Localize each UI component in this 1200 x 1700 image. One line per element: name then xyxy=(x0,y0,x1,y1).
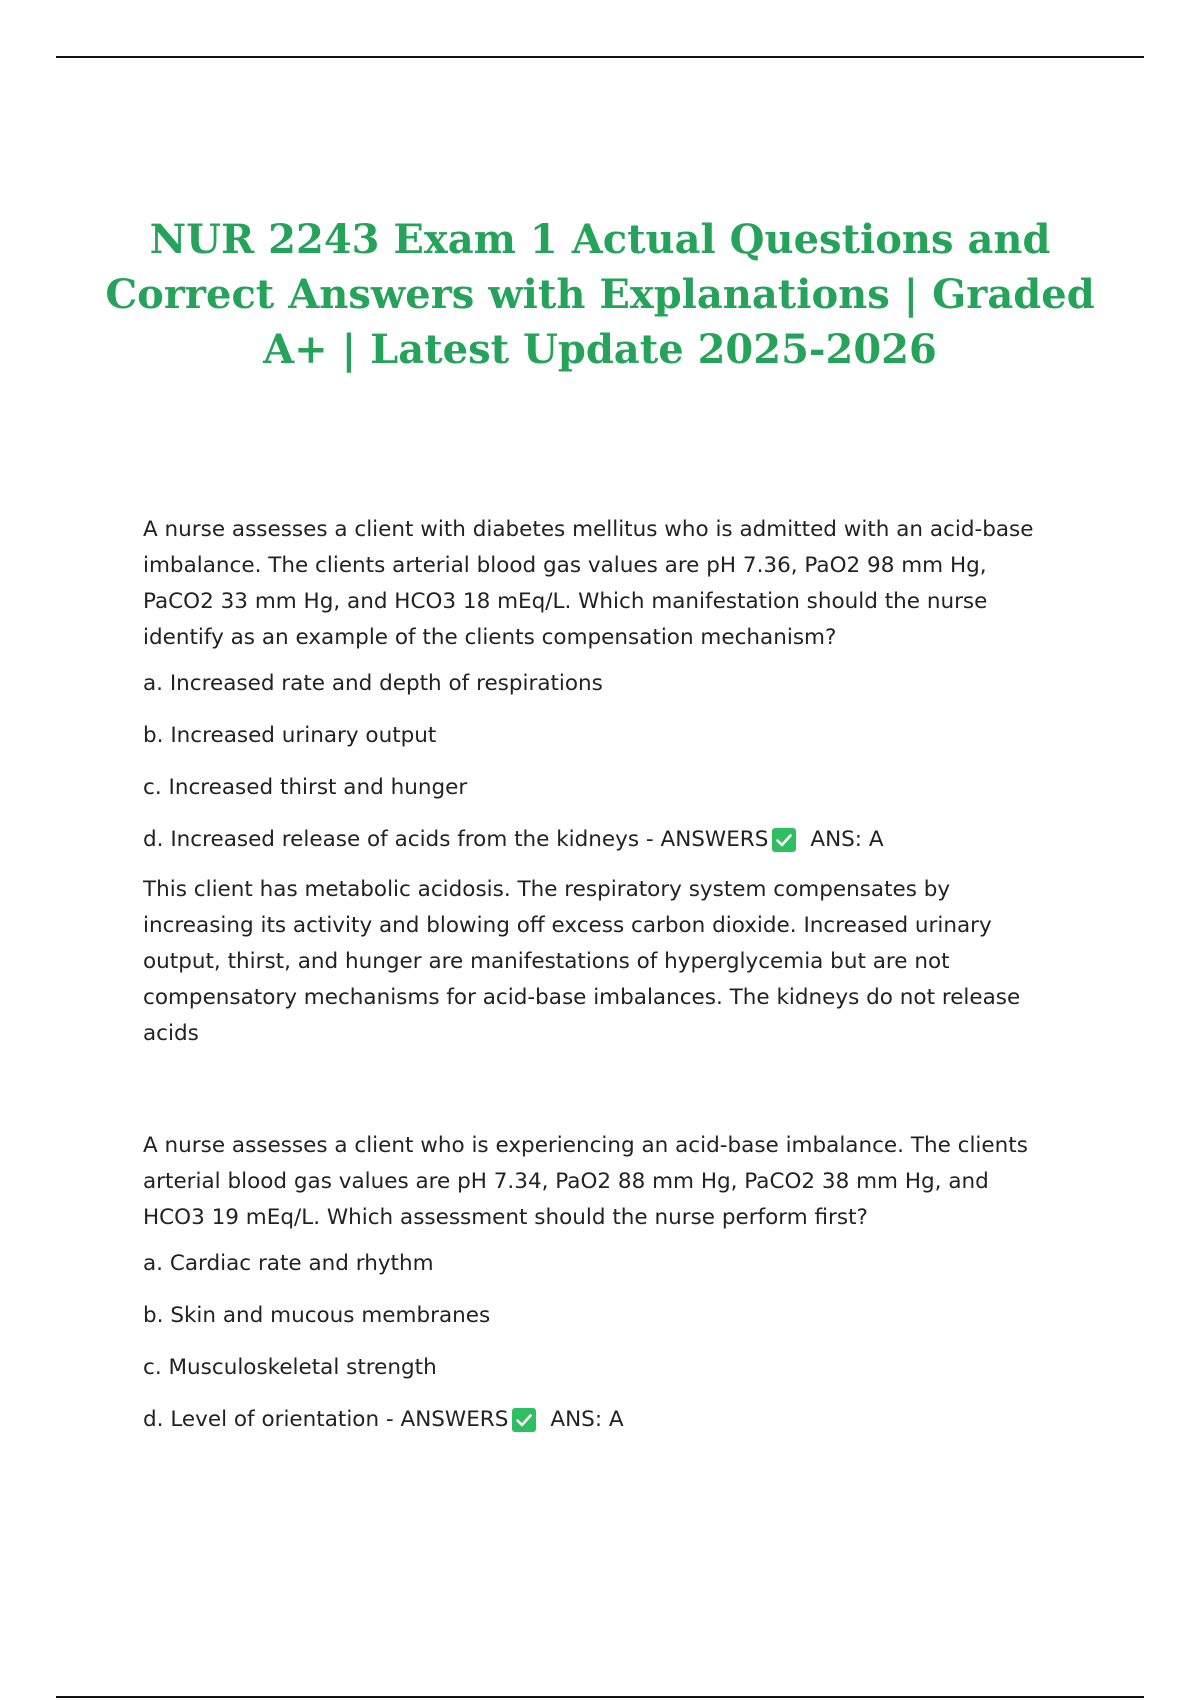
question-line: arterial blood gas values are pH 7.34, PaO2 88 mm Hg, PaCO2 38 mm Hg, and xyxy=(143,1169,989,1194)
title-line: A+ | Latest Update 2025-2026 xyxy=(263,326,937,373)
question-line: A nurse assesses a client who is experiencing an acid-base imbalance. The clients xyxy=(143,1133,1028,1158)
answer-label: ANS: A xyxy=(550,1407,624,1432)
document-title xyxy=(100,212,1100,377)
option-a: a. Increased rate and depth of respirations xyxy=(143,671,603,696)
question-line: identify as an example of the clients compensation mechanism? xyxy=(143,625,837,650)
answer-explanation xyxy=(143,872,1073,1052)
option-d-with-answer xyxy=(143,822,1073,858)
bottom-rule xyxy=(56,1696,1144,1698)
option-d: d. Level of orientation - ANSWERS xyxy=(143,1407,509,1432)
document-body xyxy=(143,512,1073,1452)
explanation-line: compensatory mechanisms for acid-base imbalances. The kidneys do not release xyxy=(143,985,1021,1010)
question-block-2 xyxy=(143,1128,1073,1438)
title-line: Correct Answers with Explanations | Graded xyxy=(105,271,1095,318)
explanation-line: increasing its activity and blowing off excess carbon dioxide. Increased urinary xyxy=(143,913,992,938)
check-box-icon xyxy=(772,828,796,852)
explanation-line: This client has metabolic acidosis. The respiratory system compensates by xyxy=(143,877,951,902)
top-rule xyxy=(56,56,1144,58)
question-line: imbalance. The clients arterial blood gas values are pH 7.36, PaO2 98 mm Hg, xyxy=(143,553,987,578)
explanation-line: output, thirst, and hunger are manifestations of hyperglycemia but are not xyxy=(143,949,950,974)
option-b: b. Increased urinary output xyxy=(143,723,437,748)
answer-label: ANS: A xyxy=(810,827,884,852)
option-c: c. Musculoskeletal strength xyxy=(143,1355,437,1380)
question-text xyxy=(143,1128,1073,1236)
option-b: b. Skin and mucous membranes xyxy=(143,1303,491,1328)
option-d-with-answer xyxy=(143,1402,1073,1438)
question-line: HCO3 19 mEq/L. Which assessment should the nurse perform first? xyxy=(143,1205,868,1230)
explanation-line: acids xyxy=(143,1021,199,1046)
question-line: A nurse assesses a client with diabetes mellitus who is admitted with an acid-base xyxy=(143,517,1034,542)
option-c: c. Increased thirst and hunger xyxy=(143,775,468,800)
option-d: d. Increased release of acids from the kidneys - ANSWERS xyxy=(143,827,769,852)
question-line: PaCO2 33 mm Hg, and HCO3 18 mEq/L. Which manifestation should the nurse xyxy=(143,589,988,614)
title-line: NUR 2243 Exam 1 Actual Questions and xyxy=(149,216,1051,263)
question-block-1 xyxy=(143,512,1073,1052)
check-box-icon xyxy=(512,1408,536,1432)
question-text xyxy=(143,512,1073,656)
option-a: a. Cardiac rate and rhythm xyxy=(143,1251,434,1276)
